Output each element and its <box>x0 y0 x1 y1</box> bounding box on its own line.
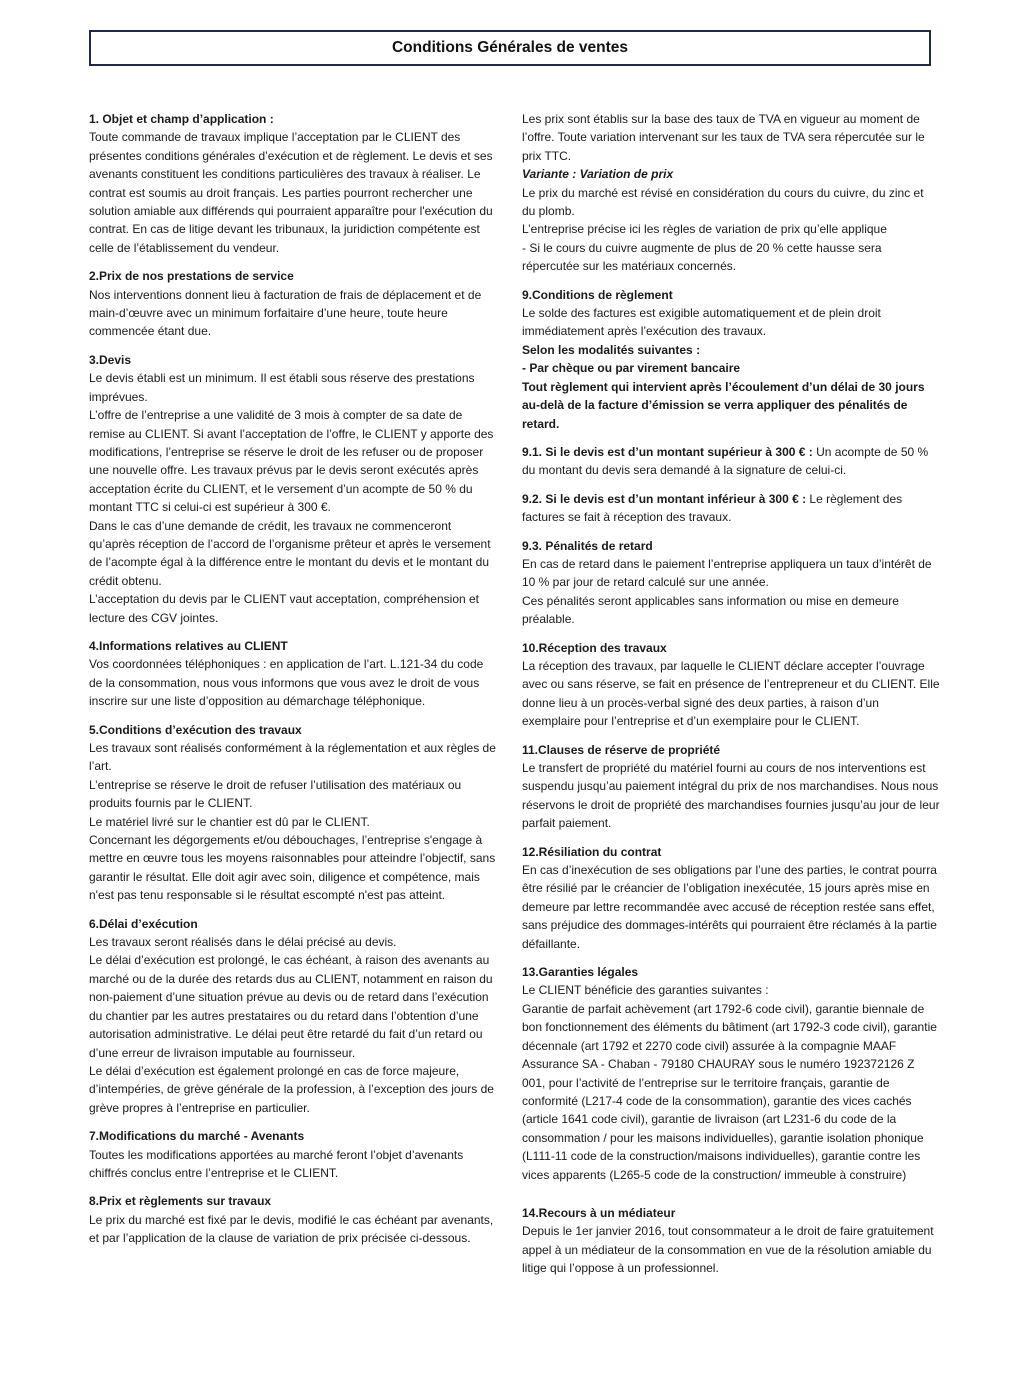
section-12 <box>522 843 940 953</box>
section-9-2-body: Le règlement des factures se fait à réception des travaux. <box>522 491 903 525</box>
section-14 <box>522 1204 940 1278</box>
section-8 <box>89 1192 499 1247</box>
section-8-text-1: Le prix du marché est fixé par le devis, modifié le cas échéant par avenants, et par l’application de la clause de variation de prix précisée ci-dessous. <box>89 1212 494 1246</box>
section-13-text-2: Garantie de parfait achèvement (art 1792-6 code civil), garantie biennale de bon fonctionnement des éléments du bâtiment (art 1792-3 code civil), garantie décennale (art 1792 et 2270 code civil) assurée à la compagnie MAAF Assurance SA - Chaban - 79180 CHAURAY sous le numéro 192372126 Z 001, pour l’activité de l’entreprise sur le territoire français, garantie de conformité (L217-4 code de la consommation), garantie des vices cachés (article 1641 code civil), garantie de livraison (art L231-6 du code de la consommation / pour les maisons individuelles), garantie isolation phonique (L111-11 code de la construction/maisons individuelles), garantie contre les vices apparents (L265-5 code de la construction/ immeuble à construire) <box>522 1001 937 1182</box>
section-12-heading: 12.Résiliation du contrat <box>522 844 662 859</box>
section-7 <box>89 1127 499 1182</box>
section-9-1 <box>522 443 940 480</box>
section-9-1-label: 9.1. Si le devis est d’un montant supérieur à 300 € : <box>522 444 813 459</box>
section-9-3-text-1: En cas de retard dans le paiement l’entreprise appliquera un taux d’intérêt de 10 % par jour de retard calculé sur une année. <box>522 556 932 590</box>
section-8-continued <box>522 110 940 276</box>
section-9-3-heading: 9.3. Pénalités de retard <box>522 538 653 553</box>
section-5-heading: 5.Conditions d’exécution des travaux <box>89 722 302 737</box>
section-8-text-3: Le prix du marché est révisé en considération du cours du cuivre, du zinc et du plomb. <box>522 185 924 219</box>
section-7-text: Toutes les modifications apportées au marché feront l’objet d’avenants chiffrés conclus entre l’entreprise et le CLIENT. <box>89 1147 464 1180</box>
section-9-heading: 9.Conditions de règlement <box>522 287 673 302</box>
section-11-heading: 11.Clauses de réserve de propriété <box>522 742 721 757</box>
section-8-heading: 8.Prix et règlements sur travaux <box>89 1194 272 1209</box>
section-9-2 <box>522 490 940 527</box>
section-2-heading: 2.Prix de nos prestations de service <box>89 269 294 284</box>
section-3 <box>89 351 499 627</box>
section-6-text-2: Le délai d’exécution est prolongé, le cas échéant, à raison des avenants au marché ou de la durée des retards dus au CLIENT, notamment en raison du non-paiement d’une situation prévue au devis ou de retard dans l’exécution du chantier par les autres prestataires ou du retard dans l’obtention d’une autorisation administrative. Le délai peut être retardé du fait d’un retard ou d’une erreur de livraison imputable au fournisseur. <box>89 953 493 1060</box>
section-1-text: Toute commande de travaux implique l’acceptation par le CLIENT des présentes conditions générales d’exécution et de règlement. Le devis et ses avenants constituent les conditions particulières des travaux à réaliser. Le contrat est soumis au droit français. Les parties pourront rechercher une solution amiable aux différends qui pourraient apparaître pour l'exécution du contrat. En cas de litige devant les tribunaux, la juridiction compétente est celle de l’établissement du vendeur. <box>89 130 493 255</box>
section-12-text: En cas d’inexécution de ses obligations par l’une des parties, le contrat pourra être résilié par le créancier de l’obligation inexécutée, 15 jours après mise en demeure par lettre recommandée avec accusé de réception restée sans effet, sans préjudice des dommages-intérêts qui pourraient être réclamés à la partie défaillante. <box>522 863 937 951</box>
section-4-text: Vos coordonnées téléphoniques : en application de l’art. L.121-34 du code de la consommation, nous vous informons que vous avez le droit de vous inscrire sur une liste d’opposition au démarchage téléphonique. <box>89 657 484 709</box>
page-title: Conditions Générales de ventes <box>391 39 628 56</box>
section-5-text-2: L’entreprise se réserve le droit de refuser l’utilisation des matériaux ou produits fournis par le CLIENT. <box>89 777 462 811</box>
section-10-heading: 10.Réception des travaux <box>522 640 667 655</box>
section-11-text: Le transfert de propriété du matériel fourni au cours de nos interventions est suspendu jusqu’au paiement intégral du prix de nos marchandises. Nous nous réservons le droit de propriété des marchandises fournies jusqu’au jour de leur parfait paiement. <box>522 761 940 831</box>
section-9-bold-1: Selon les modalités suivantes : <box>522 342 701 357</box>
section-8-text-4: L’entreprise précise ici les règles de variation de prix qu’elle applique <box>522 222 887 237</box>
section-13 <box>522 963 940 1184</box>
section-4-heading: 4.Informations relatives au CLIENT <box>89 638 288 653</box>
section-3-text-4: L’acceptation du devis par le CLIENT vaut acceptation, compréhension et lecture des CGV jointes. <box>89 592 480 625</box>
section-9-text-1: Le solde des factures est exigible automatiquement et de plein droit immédiatement après l’exécution des travaux. <box>522 306 881 339</box>
section-5-text-1: Les travaux sont réalisés conformément à la réglementation et aux règles de l’art. <box>89 741 496 774</box>
section-3-text-1: Le devis établi est un minimum. Il est établi sous réserve des prestations imprévues. <box>89 371 475 404</box>
title-box <box>89 30 931 66</box>
section-13-heading: 13.Garanties légales <box>522 965 639 980</box>
section-9-bold-2: - Par chèque ou par virement bancaire <box>522 361 741 376</box>
section-8-text-2: Les prix sont établis sur la base des taux de TVA en vigueur au moment de l’offre. Toute variation intervenant sur les taux de TVA sera répercutée sur le prix TTC. <box>522 112 925 163</box>
section-9 <box>522 286 940 433</box>
section-3-heading: 3.Devis <box>89 352 132 367</box>
section-14-text: Depuis le 1er janvier 2016, tout consommateur a le droit de faire gratuitement appel à un médiateur de la consommation en vue de la résolution amiable du litige qui l’oppose à un professionnel. <box>522 1224 934 1276</box>
section-5-text-4: Concernant les dégorgements et/ou débouchages, l’entreprise s'engage à mettre en œuvre tous les moyens raisonnables pour atteindre l’objectif, sans garantir le résultat. Elle doit agir avec soin, diligence et compétence, mais n'est pas tenu responsable si le résultat escompté n'est pas atteint. <box>89 833 496 903</box>
section-13-text-1: Le CLIENT bénéficie des garanties suivantes : <box>522 983 769 998</box>
section-8-text-5: - Si le cours du cuivre augmente de plus de 20 % cette hausse sera répercutée sur les matériaux concernés. <box>522 240 882 274</box>
section-9-2-label: 9.2. Si le devis est d’un montant inférieur à 300 € : <box>522 491 807 506</box>
section-11 <box>522 741 940 833</box>
section-9-1-body: Un acompte de 50 % du montant du devis sera demandé à la signature de celui-ci. <box>522 444 929 478</box>
section-2-text: Nos interventions donnent lieu à facturation de frais de déplacement et de main-d’œuvre avec un minimum forfaitaire d’une heure, toute heure commencée étant due. <box>89 287 482 339</box>
left-column <box>89 110 499 1258</box>
section-8-variant-heading: Variante : Variation de prix <box>522 167 674 182</box>
section-9-3-text-2: Ces pénalités seront applicables sans information ou mise en demeure préalable. <box>522 593 899 627</box>
section-4 <box>89 637 499 711</box>
section-10-text: La réception des travaux, par laquelle le CLIENT déclare accepter l’ouvrage avec ou sans réserve, se fait en présence de l’entrepreneur et du CLIENT. Elle donne lieu à un procès-verbal signé des deux parties, à raison d’un exemplaire pour l’entreprise et d’un exemplaire pour le CLIENT. <box>522 658 940 729</box>
section-14-heading: 14.Recours à un médiateur <box>522 1205 676 1220</box>
section-5-text-3: Le matériel livré sur le chantier est dû par le CLIENT. <box>89 814 370 829</box>
section-6-heading: 6.Délai d’exécution <box>89 916 198 931</box>
section-10 <box>522 639 940 731</box>
section-2 <box>89 267 499 341</box>
section-9-1-text <box>522 443 940 480</box>
section-7-heading: 7.Modifications du marché - Avenants <box>89 1129 305 1144</box>
section-9-2-text <box>522 490 940 527</box>
right-column <box>522 110 940 1288</box>
section-9-3 <box>522 537 940 629</box>
section-6 <box>89 915 499 1117</box>
section-9-bold-3: Tout règlement qui intervient après l’écoulement d’un délai de 30 jours au-delà de la facture d’émission se verra appliquer des pénalités de retard. <box>522 379 925 431</box>
section-3-text-2: L’offre de l’entreprise a une validité de 3 mois à compter de sa date de remise au CLIENT. Si avant l’acceptation de l’offre, le CLIENT y apporte des modifications, l’entreprise se réserve le droit de les refuser ou de proposer une nouvelle offre. Les travaux prévus par le devis seront exécutés après acceptation écrite du CLIENT, et le versement d’un acompte de 50 % du montant TTC si celui-ci est supérieur à 300 €. <box>89 408 494 515</box>
section-6-text-3: Le délai d’exécution est également prolongé en cas de force majeure, d’intempéries, de grève générale de la profession, à l’exception des jours de grève propres à l’entreprise en particulier. <box>89 1063 494 1115</box>
section-5 <box>89 721 499 905</box>
section-1 <box>89 110 499 257</box>
section-1-heading: 1. Objet et champ d’application : <box>89 112 274 126</box>
spacer <box>522 1194 940 1204</box>
section-6-text-1: Les travaux seront réalisés dans le délai précisé au devis. <box>89 935 397 950</box>
section-3-text-3: Dans le cas d’une demande de crédit, les travaux ne commenceront qu’après réception de l’accord de l’organisme prêteur et après le versement de l’acompte égal à la différence entre le montant du devis et le montant du crédit obtenu. <box>89 518 491 588</box>
